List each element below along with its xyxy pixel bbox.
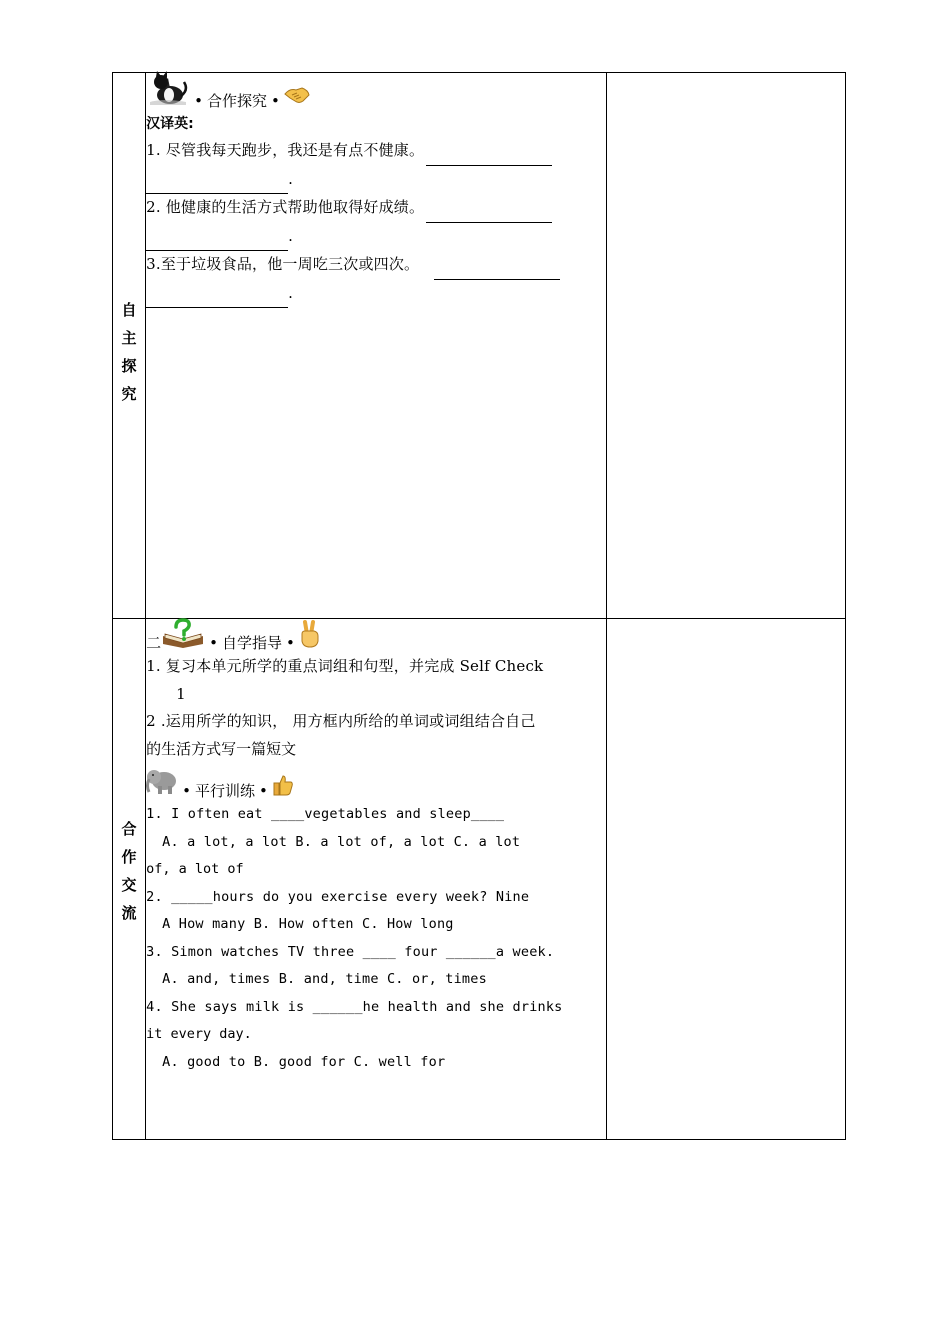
practice-item-1: 1. I often eat ____vegetables and sleep____ A. a lot, a lot B. a lot of, a lot C. a lot of, a lot of — [146, 801, 606, 884]
side-label-2 — [113, 619, 145, 927]
section-title: 自学指导 — [222, 634, 283, 652]
victory-hand-icon — [299, 620, 321, 653]
question-text: 1. 尽管我每天跑步，我还是有点不健康。 — [146, 141, 425, 159]
practice-item-3: 3. Simon watches TV three ____ four ______a week. A. and, times B. and, time C. or, times — [146, 939, 606, 994]
practice-item-2: 2. _____hours do you exercise every week? Nine A How many B. How often C. How long — [146, 884, 606, 939]
question-text: 3.至于垃圾食品，他一周吃三次或四次。 — [146, 255, 420, 273]
side-char: 交 — [121, 876, 137, 894]
options-line[interactable]: A. good to B. good for C. well for — [162, 1053, 446, 1070]
notes-cell-2[interactable] — [607, 619, 846, 1140]
content-cell-1 — [146, 73, 607, 619]
side-char: 流 — [121, 904, 137, 922]
practice-heading: • 平行训练 • — [146, 763, 606, 801]
question-2: 2. 他健康的生活方式帮助他取得好成绩。 . — [146, 194, 606, 251]
side-label-1 — [113, 73, 145, 624]
answer-blank[interactable] — [426, 137, 552, 166]
section-title: 平行训练 — [194, 782, 255, 800]
answer-blank[interactable] — [426, 194, 552, 223]
question-text: 2. 他健康的生活方式帮助他取得好成绩。 — [146, 198, 425, 216]
side-char: 自 — [121, 300, 137, 319]
question-3: 3.至于垃圾食品，他一周吃三次或四次。 . — [146, 251, 606, 308]
content-cell-2 — [146, 619, 607, 1140]
answer-blank[interactable] — [146, 280, 288, 309]
section-heading-1: • 合作探究 • — [146, 73, 606, 111]
task-1: 1. 复习本单元所学的重点词组和句型，并完成 Self Check 1 — [146, 657, 544, 703]
answer-blank[interactable] — [434, 251, 560, 280]
options-line[interactable]: of, a lot of — [146, 861, 244, 877]
section-heading-2: 二 • 自学指导 • — [146, 619, 606, 653]
question-1: 1. 尽管我每天跑步，我还是有点不健康。 . — [146, 137, 606, 194]
answer-blank[interactable] — [146, 223, 288, 252]
translation-subheading: 汉译英: — [146, 116, 194, 132]
side-char: 合 — [121, 820, 137, 838]
options-line[interactable]: A How many B. How often C. How long — [162, 916, 454, 932]
options-line[interactable]: A. a lot, a lot B. a lot of, a lot C. a lot — [162, 833, 521, 850]
practice-item-4: 4. She says milk is ______he health and she drinks it every day. A. good to B. good for C. well for — [146, 994, 606, 1077]
handshake-icon — [284, 84, 310, 111]
side-char: 作 — [121, 848, 137, 866]
section-row-2 — [113, 619, 846, 1140]
options-line[interactable]: A. and, times B. and, time C. or, times — [162, 971, 487, 987]
elephant-icon — [146, 766, 178, 801]
section-prefix: 二 — [146, 634, 162, 652]
section-row-1 — [113, 73, 846, 619]
side-char: 探 — [121, 356, 137, 375]
task-2: 2 .运用所学的知识， 用方框内所给的单词或词组结合自己 的生活方式写一篇短文 — [146, 712, 536, 758]
side-label-cell-2 — [113, 619, 146, 1140]
side-char: 主 — [121, 328, 137, 347]
books-question-icon — [161, 618, 205, 653]
cat-icon — [146, 68, 190, 111]
side-char: 究 — [121, 384, 137, 403]
thumbs-up-icon — [272, 774, 294, 801]
section-title: 合作探究 — [206, 92, 267, 110]
practice-list — [146, 801, 606, 1076]
notes-cell-1[interactable] — [607, 73, 846, 619]
answer-blank[interactable] — [146, 166, 288, 195]
worksheet-table — [112, 72, 846, 1140]
side-label-cell-1 — [113, 73, 146, 619]
